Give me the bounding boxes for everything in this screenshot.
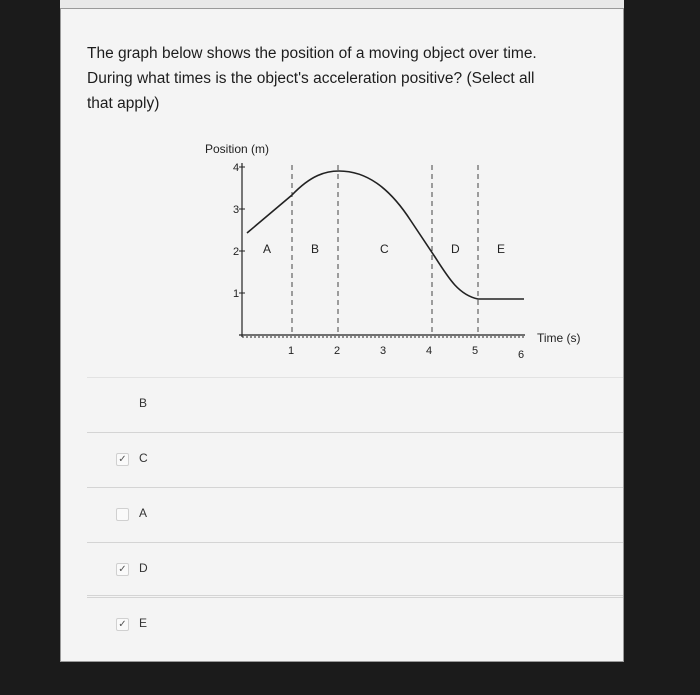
option-c[interactable]	[87, 432, 623, 487]
y-tick-label-4: 4	[233, 162, 240, 174]
x-tick-label-6: 6	[518, 349, 525, 361]
answer-options	[87, 377, 623, 652]
region-label-b: B	[311, 242, 320, 256]
option-d[interactable]	[87, 542, 623, 597]
y-tick-label-1: 1	[233, 288, 240, 300]
question-card	[60, 8, 624, 662]
position-time-graph	[161, 129, 621, 369]
position-curve	[247, 171, 524, 299]
checkbox-checked-icon[interactable]: ✓	[116, 618, 129, 631]
y-tick-label-3: 3	[233, 204, 240, 216]
option-label: A	[139, 506, 148, 520]
x-axis-label: Time (s)	[537, 331, 581, 345]
x-tick-label-4: 4	[426, 345, 433, 357]
question-line-3: that apply)	[87, 95, 160, 112]
checkbox-icon[interactable]	[116, 508, 129, 521]
question-line-2: During what times is the object's acceleration positive? (Select all	[87, 70, 535, 87]
option-label: B	[139, 396, 148, 410]
region-label-d: D	[451, 242, 460, 256]
y-axis-label: Position (m)	[205, 142, 270, 156]
checkbox-checked-icon[interactable]: ✓	[116, 563, 129, 576]
x-tick-label-5: 5	[472, 345, 479, 357]
y-tick-label-2: 2	[233, 246, 240, 258]
option-label: D	[139, 561, 148, 575]
x-tick-label-3: 3	[380, 345, 387, 357]
question-line-1: The graph below shows the position of a moving object over time.	[87, 45, 537, 62]
option-a[interactable]	[87, 487, 623, 542]
x-tick-label-2: 2	[334, 345, 341, 357]
region-label-c: C	[380, 242, 389, 256]
x-tick-label-1: 1	[288, 345, 295, 357]
options-bottom-divider	[87, 595, 623, 596]
question-text	[87, 41, 607, 116]
region-label-e: E	[497, 242, 506, 256]
option-label: C	[139, 451, 148, 465]
checkbox-icon[interactable]	[116, 398, 129, 411]
region-label-a: A	[263, 242, 272, 256]
option-label: E	[139, 616, 148, 630]
option-e[interactable]	[87, 597, 623, 652]
checkbox-checked-icon[interactable]: ✓	[116, 453, 129, 466]
option-b[interactable]	[87, 377, 623, 432]
